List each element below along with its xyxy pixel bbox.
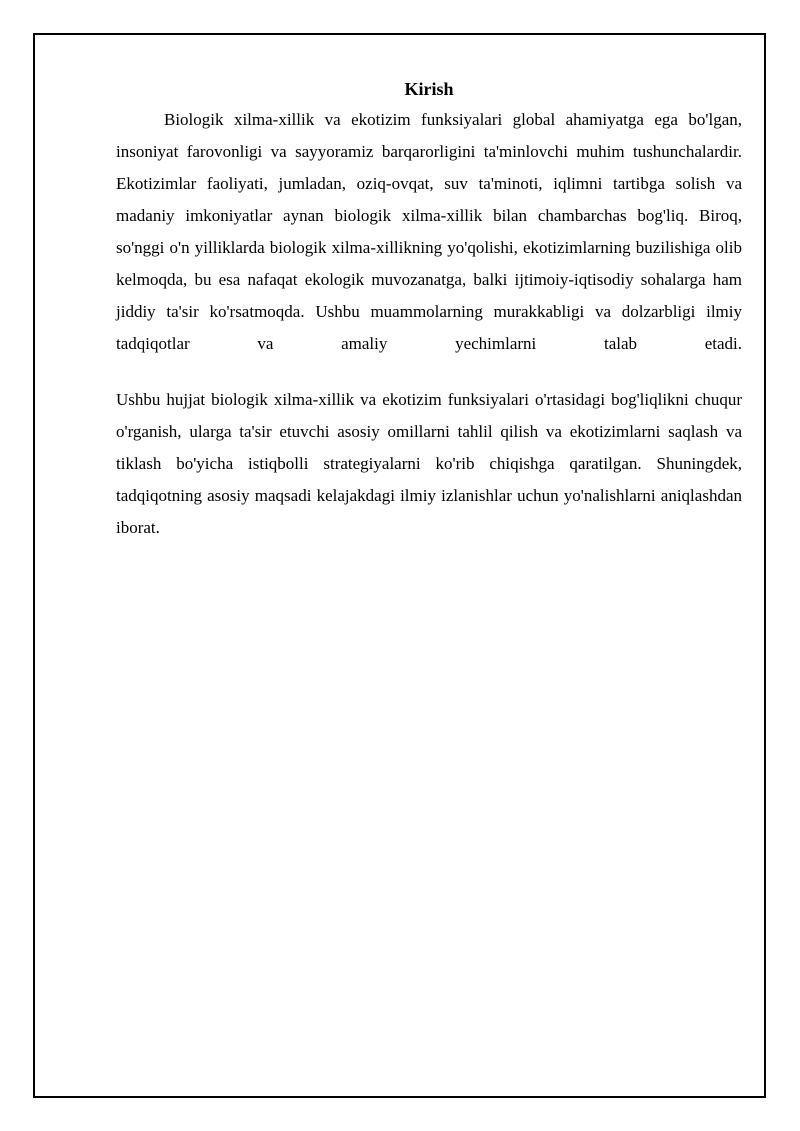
intro-paragraph-1: Biologik xilma-xillik va ekotizim funksiyalari global ahamiyatga ega bo'lgan, insoniyat farovonligi va sayyoramiz barqarorligini ta'minlovchi muhim tushunchalardir. Ekotizimlar faoliyati, jumladan, oziq-ovqat, suv ta'minoti, iqlimni tartibga solish va madaniy imkoniyatlar aynan biologik xilma-xillik bilan chambarchas bog'liq. Biroq, so'nggi o'n yilliklarda biologik xilma-xillikning yo'qolishi, ekotizimlarning buzilishiga olib kelmoqda, bu esa nafaqat ekologik muvozanatga, balki ijtimoiy-iqtisodiy sohalarga ham jiddiy ta'sir ko'rsatmoqda. Ushbu muammolarning murakkabligi va dolzarbligi ilmiy tadqiqotlar va amaliy yechimlarni talab etadi. — [116, 110, 742, 353]
page-title: Kirish — [404, 79, 454, 99]
intro-paragraph-2: Ushbu hujjat biologik xilma-xillik va ekotizim funksiyalari o'rtasidagi bog'liqlikni chuqur o'rganish, ularga ta'sir etuvchi asosiy omillarni tahlil qilish va ekotizimlarni saqlash va tiklash bo'yicha istiqbolli strategiyalarni ko'rib chiqishga qaratilgan. Shuningdek, tadqiqotning asosiy maqsadi kelajakdagi ilmiy izlanishlar uchun yo'nalishlarni aniqlashdan iborat. — [116, 390, 742, 537]
document-body — [116, 78, 742, 544]
